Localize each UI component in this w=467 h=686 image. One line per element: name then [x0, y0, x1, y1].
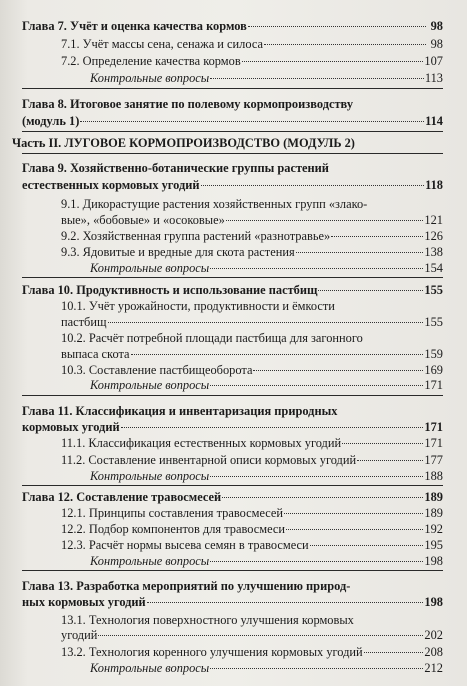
toc-chapter-9-line-2: [22, 177, 443, 193]
entry-title: 12.3. Расчёт нормы высева семян в травосмеси: [61, 538, 309, 552]
section-rule: [22, 88, 443, 89]
toc-section-12-2: [61, 521, 443, 537]
entry-title: 9.3. Ядовитые и вредные для скота растения: [61, 245, 295, 259]
entry-page: 107: [424, 54, 443, 68]
entry-title: выпаса скота: [61, 347, 130, 361]
entry-title: вые», «бобовые» и «осоковые»: [61, 213, 225, 227]
entry-page: 114: [425, 114, 443, 128]
toc-section-11-1: [61, 435, 443, 451]
toc-section-9-2: [61, 228, 443, 244]
entry-title: (модуль 1): [22, 114, 80, 128]
entry-page: 113: [424, 71, 443, 85]
section-rule: [22, 153, 443, 154]
entry-page: 98: [430, 19, 443, 33]
toc-section-10-2-line-1: [61, 330, 443, 346]
entry-title: Глава 7. Учёт и оценка качества кормов: [22, 19, 247, 33]
toc-part-2: [12, 135, 452, 151]
toc-questions-11: [90, 468, 443, 484]
toc-section-9-1-line-2: [61, 212, 443, 228]
entry-page: 121: [424, 213, 443, 227]
toc-questions-12: [90, 553, 443, 569]
toc-section-10-3: [61, 362, 443, 378]
toc-section-11-2: [61, 452, 443, 468]
toc-chapter-8-line-2: [22, 113, 443, 129]
entry-title: естественных кормовых угодий: [22, 178, 200, 192]
entry-title: 7.2. Определение качества кормов: [61, 54, 241, 68]
entry-title: 11.1. Классификация естественных кормовых угодий: [61, 436, 342, 450]
entry-title: кормовых угодий: [22, 420, 120, 434]
entry-title: Контрольные вопросы: [90, 661, 210, 675]
entry-page: 138: [424, 245, 443, 259]
entry-page: 171: [424, 420, 443, 434]
entry-page: 169: [424, 363, 443, 377]
entry-title: 12.1. Принципы составления травосмесей: [61, 506, 284, 520]
entry-page: 98: [430, 37, 443, 51]
toc-chapter-11-line-2: [22, 419, 443, 435]
entry-title: 10.3. Составление пастбищеоборота: [61, 363, 253, 377]
entry-page: 155: [424, 283, 443, 297]
toc-chapter-10: [22, 282, 443, 298]
toc-section-9-3: [61, 244, 443, 260]
entry-title: 11.2. Составление инвентарной описи кормовых угодий: [61, 453, 357, 467]
section-rule: [22, 395, 443, 396]
entry-title: ных кормовых угодий: [22, 595, 146, 609]
entry-title: 7.1. Учёт массы сена, сенажа и силоса: [61, 37, 263, 51]
entry-title: Глава 13. Разработка мероприятий по улучшению природ-: [22, 579, 351, 593]
entry-title: 9.1. Дикорастущие растения хозяйственных групп «злако-: [61, 197, 368, 211]
entry-title: Глава 9. Хозяйственно-ботанические группы растений: [22, 161, 329, 175]
toc-chapter-9-line-1: [22, 160, 443, 176]
entry-page: 198: [424, 595, 443, 609]
entry-title: Контрольные вопросы: [90, 71, 210, 85]
toc-chapter-8-line-1: [22, 96, 443, 112]
toc-chapter-13-line-2: [22, 594, 443, 610]
toc-chapter-11-line-1: [22, 403, 443, 419]
entry-page: 177: [424, 453, 443, 467]
toc-questions-7: [90, 70, 443, 86]
toc-section-10-2-line-2: [61, 346, 443, 362]
entry-title: 9.2. Хозяйственная группа растений «разнотравье»: [61, 229, 331, 243]
entry-title: Глава 12. Составление травосмесей: [22, 490, 222, 504]
entry-page: 192: [424, 522, 443, 536]
entry-page: 171: [424, 436, 443, 450]
toc-chapter-13-line-1: [22, 578, 443, 594]
entry-page: 202: [424, 628, 443, 642]
entry-page: 189: [424, 490, 443, 504]
section-rule: [22, 485, 443, 486]
entry-title: 10.1. Учёт урожайности, продуктивности и ёмкости: [61, 299, 335, 313]
toc-section-13-1-line-1: [61, 612, 443, 628]
entry-title: пастбищ: [61, 315, 107, 329]
entry-page: 188: [424, 469, 443, 483]
toc-section-9-1-line-1: [61, 196, 443, 212]
entry-title: 12.2. Подбор компонентов для травосмеси: [61, 522, 286, 536]
entry-page: 171: [424, 378, 443, 392]
toc-chapter-7: [22, 18, 443, 34]
toc-chapter-12: [22, 489, 443, 505]
toc-section-12-3: [61, 537, 443, 553]
entry-title: 13.1. Технология поверхностного улучшения кормовых: [61, 613, 354, 627]
entry-title: Глава 8. Итоговое занятие по полевому кормопроизводству: [22, 97, 354, 111]
entry-page: 155: [424, 315, 443, 329]
entry-page: 118: [425, 178, 443, 192]
entry-title: Контрольные вопросы: [90, 261, 210, 275]
entry-page: 154: [424, 261, 443, 275]
toc-section-13-2: [61, 644, 443, 660]
entry-page: 208: [424, 645, 443, 659]
toc-questions-10: [90, 377, 443, 393]
toc-section-7-2: [61, 53, 443, 69]
entry-title: угодий: [61, 628, 98, 642]
toc-section-13-1-line-2: [61, 627, 443, 643]
toc-questions-9: [90, 260, 443, 276]
section-rule: [22, 570, 443, 571]
section-rule: [22, 131, 443, 132]
entry-page: 189: [424, 506, 443, 520]
toc-questions-13: [90, 660, 443, 676]
entry-page: 126: [424, 229, 443, 243]
entry-title: 13.2. Технология коренного улучшения кормовых угодий: [61, 645, 363, 659]
entry-page: 198: [424, 554, 443, 568]
entry-title: Глава 10. Продуктивность и использование пастбищ: [22, 283, 318, 297]
toc-section-12-1: [61, 505, 443, 521]
toc-section-10-1-line-1: [61, 298, 443, 314]
entry-page: 212: [424, 661, 443, 675]
entry-page: 159: [424, 347, 443, 361]
entry-title: Контрольные вопросы: [90, 378, 210, 392]
entry-title: Глава 11. Классификация и инвентаризация природных: [22, 404, 338, 418]
entry-page: 195: [424, 538, 443, 552]
entry-title: Контрольные вопросы: [90, 469, 210, 483]
section-rule: [22, 277, 443, 278]
entry-title: 10.2. Расчёт потребной площади пастбища для загонного: [61, 331, 363, 345]
toc-section-7-1: [61, 36, 443, 52]
toc-section-10-1-line-2: [61, 314, 443, 330]
entry-title: Часть II. ЛУГОВОЕ КОРМОПРОИЗВОДСТВО (МОДУЛЬ 2): [12, 136, 355, 150]
entry-title: Контрольные вопросы: [90, 554, 210, 568]
